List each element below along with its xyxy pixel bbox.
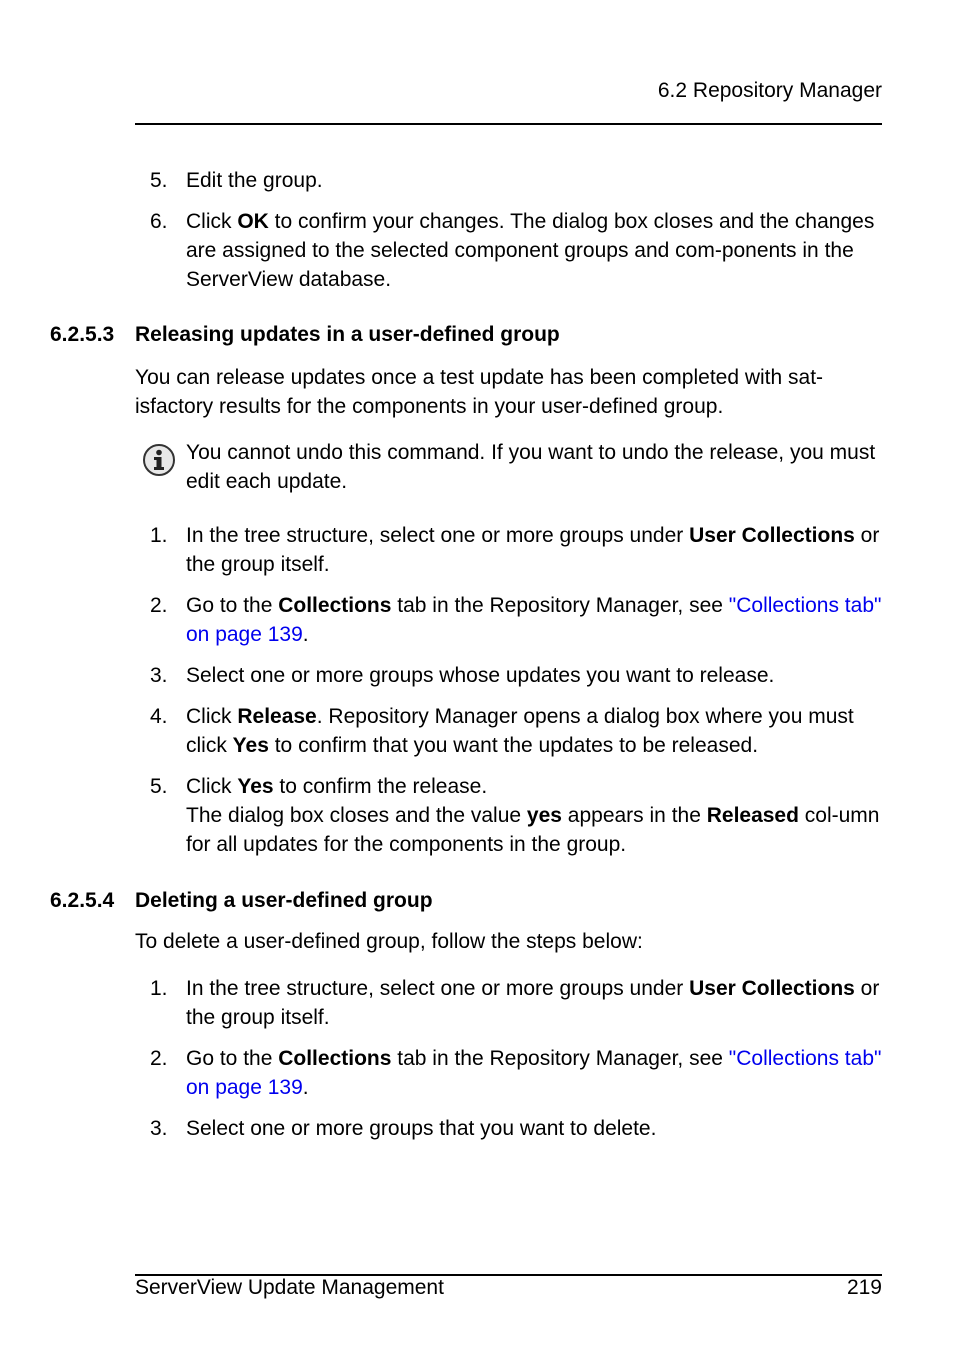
list-item: 1. In the tree structure, select one or more groups under User Collections or the group itself.	[150, 977, 880, 1029]
header-rule	[135, 123, 882, 125]
list-item: 5. Edit the group.	[150, 169, 323, 192]
list-item: 1. In the tree structure, select one or more groups under User Collections or the group itself.	[150, 524, 880, 576]
list-item: 4. Click Release. Repository Manager opens a dialog box where you must click Yes to confirm that you want the updates to be released.	[150, 705, 854, 757]
page-number: 219	[846, 1276, 882, 1299]
list-item: 3. Select one or more groups whose updates you want to release.	[150, 664, 775, 687]
list-item: 5. Click Yes to confirm the release. The dialog box closes and the value yes appears in the Released col-umn for all updates for the components in the group.	[150, 775, 880, 856]
list-item: 3. Select one or more groups that you want to delete.	[150, 1117, 657, 1140]
section-intro: You can release updates once a test update has been completed with sat-isfactory results for the components in your user-defined group.	[135, 366, 824, 418]
collections-tab-link[interactable]: "Collections tab" on page 139	[186, 1047, 882, 1099]
list-item: 2. Go to the Collections tab in the Repository Manager, see "Collections tab" on page 139.	[150, 1047, 882, 1099]
note-text: You cannot undo this command. If you want to undo the release, you must edit each update.	[186, 441, 876, 493]
running-header: 6.2 Repository Manager	[657, 79, 882, 102]
section-heading: 6.2.5.3 Releasing updates in a user-defined group	[50, 323, 560, 346]
collections-tab-link[interactable]: "Collections tab" on page 139	[186, 594, 882, 646]
section-heading: 6.2.5.4 Deleting a user-defined group	[50, 889, 433, 912]
footer-title: ServerView Update Management	[135, 1276, 444, 1299]
section-intro: To delete a user-defined group, follow the steps below:	[135, 930, 643, 953]
list-item: 2. Go to the Collections tab in the Repository Manager, see "Collections tab" on page 139.	[150, 594, 882, 646]
info-icon	[142, 443, 176, 477]
list-item: 6. Click OK to confirm your changes. The dialog box closes and the changes are assigned to the selected component groups and com-ponents in the ServerView database.	[150, 210, 875, 291]
